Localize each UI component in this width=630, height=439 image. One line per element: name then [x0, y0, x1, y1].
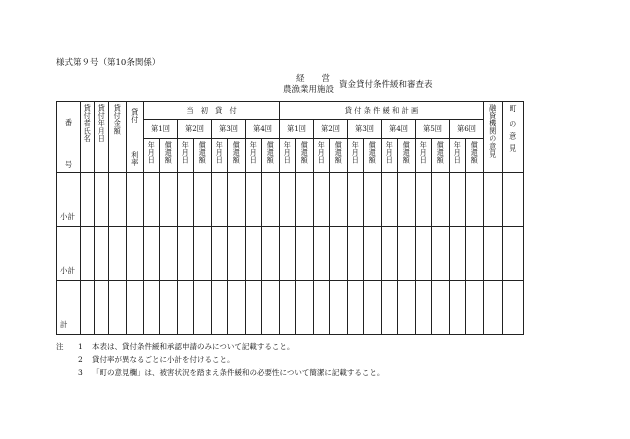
entry-cell	[348, 227, 364, 281]
entry-cell	[109, 173, 127, 227]
entry-cell	[178, 227, 194, 281]
entry-cell	[432, 281, 450, 335]
entry-cell	[262, 281, 280, 335]
entry-cell	[503, 281, 524, 335]
entry-cell	[212, 227, 228, 281]
relief-round-2: 第2回	[314, 120, 348, 139]
repay-subheader: 償還額	[364, 139, 382, 173]
entry-cell	[280, 281, 296, 335]
repay-subheader: 償還額	[262, 139, 280, 173]
entry-cell	[144, 173, 160, 227]
date-subheader: 年月日	[382, 139, 398, 173]
loan-amount-header: 貸付金額	[109, 102, 127, 173]
entry-cell	[127, 281, 144, 335]
subtotal-label-1: 小計	[57, 173, 81, 227]
entry-cell	[95, 173, 109, 227]
entry-cell	[194, 227, 212, 281]
relief-round-3: 第3回	[348, 120, 382, 139]
relief-plan-header: 貸 付 条 件 緩 和 計 画	[280, 102, 484, 120]
entry-cell	[228, 281, 246, 335]
entry-cell	[348, 173, 364, 227]
review-table-wrapper	[56, 101, 524, 335]
form-number: 様式第９号（第10条関係）	[56, 58, 161, 68]
initial-round-3: 第3回	[212, 120, 246, 139]
entry-cell	[280, 227, 296, 281]
initial-round-2: 第2回	[178, 120, 212, 139]
entry-cell	[144, 227, 160, 281]
entry-cell	[81, 173, 95, 227]
repay-subheader: 償還額	[432, 139, 450, 173]
date-subheader: 年月日	[178, 139, 194, 173]
entry-cell	[330, 227, 348, 281]
subtotal-row-1	[57, 173, 524, 227]
entry-cell	[432, 173, 450, 227]
entry-cell	[262, 227, 280, 281]
entry-cell	[416, 173, 432, 227]
bank-opinion-header: 融資機関の意見	[484, 102, 503, 173]
entry-cell	[450, 227, 466, 281]
date-subheader: 年月日	[416, 139, 432, 173]
notes	[56, 340, 384, 379]
relief-round-5: 第5回	[416, 120, 450, 139]
date-subheader: 年月日	[348, 139, 364, 173]
initial-round-4: 第4回	[246, 120, 280, 139]
total-row	[57, 281, 524, 335]
entry-cell	[382, 227, 398, 281]
entry-cell	[81, 227, 95, 281]
entry-cell	[262, 173, 280, 227]
title-main: 資金貸付条件緩和審査表	[339, 80, 433, 90]
subtotal-label-2: 小計	[57, 227, 81, 281]
repay-subheader: 償還額	[296, 139, 314, 173]
entry-cell	[95, 227, 109, 281]
entry-cell	[348, 281, 364, 335]
entry-cell	[398, 227, 416, 281]
entry-cell	[160, 281, 178, 335]
entry-cell	[364, 281, 382, 335]
relief-round-4: 第4回	[382, 120, 416, 139]
entry-cell	[178, 281, 194, 335]
entry-cell	[314, 281, 330, 335]
number-header	[57, 102, 81, 173]
date-subheader: 年月日	[144, 139, 160, 173]
entry-cell	[280, 173, 296, 227]
repay-subheader: 償還額	[160, 139, 178, 173]
subtotal-row-2	[57, 227, 524, 281]
entry-cell	[466, 227, 484, 281]
repay-subheader: 償還額	[194, 139, 212, 173]
entry-cell	[160, 227, 178, 281]
entry-cell	[109, 281, 127, 335]
entry-cell	[314, 227, 330, 281]
title-line1: 経 営	[295, 74, 330, 84]
entry-cell	[144, 281, 160, 335]
entry-cell	[296, 173, 314, 227]
entry-cell	[432, 227, 450, 281]
notes-label: 注	[56, 342, 64, 351]
entry-cell	[212, 281, 228, 335]
repay-subheader: 償還額	[398, 139, 416, 173]
header-row-1	[57, 102, 524, 120]
entry-cell	[178, 173, 194, 227]
date-subheader: 年月日	[212, 139, 228, 173]
initial-round-1: 第1回	[144, 120, 178, 139]
loan-rate-header-top: 貸付	[130, 108, 140, 124]
entry-cell	[364, 227, 382, 281]
town-opinion-header-top: 町	[509, 104, 517, 113]
entry-cell	[81, 281, 95, 335]
entry-cell	[450, 173, 466, 227]
entry-cell	[109, 227, 127, 281]
entry-cell	[314, 173, 330, 227]
entry-cell	[296, 281, 314, 335]
entry-cell	[160, 173, 178, 227]
entry-cell	[466, 173, 484, 227]
entry-cell	[228, 227, 246, 281]
entry-cell	[364, 173, 382, 227]
note-1: 注 1 本表は、貸付条件緩和承認申請のみについて記載すること。	[56, 342, 295, 351]
loan-rate-header-bottom: 利率	[130, 150, 140, 166]
entry-cell	[228, 173, 246, 227]
entry-cell	[194, 281, 212, 335]
entry-cell	[484, 227, 503, 281]
date-subheader: 年月日	[450, 139, 466, 173]
title-line2: 農漁業用施設	[283, 85, 335, 95]
note-3: 3 「町の意見欄」は、被害状況を踏まえ条件緩和の必要性について簡潔に記載すること。	[78, 368, 385, 377]
entry-cell	[484, 281, 503, 335]
entry-cell	[382, 173, 398, 227]
entry-cell	[466, 281, 484, 335]
entry-cell	[382, 281, 398, 335]
entry-cell	[503, 227, 524, 281]
date-subheader: 年月日	[314, 139, 330, 173]
entry-cell	[246, 227, 262, 281]
town-opinion-header	[503, 102, 524, 173]
entry-cell	[398, 173, 416, 227]
entry-cell	[416, 227, 432, 281]
entry-cell	[212, 173, 228, 227]
relief-round-1: 第1回	[280, 120, 314, 139]
entry-cell	[194, 173, 212, 227]
loan-date-header: 貸付年月日	[95, 102, 109, 173]
entry-cell	[246, 173, 262, 227]
entry-cell	[450, 281, 466, 335]
number-header-bottom: 号	[64, 160, 73, 169]
repay-subheader: 償還額	[330, 139, 348, 173]
repay-subheader: 償還額	[466, 139, 484, 173]
town-opinion-header-bottom: の意見	[508, 120, 518, 157]
number-header-top: 番	[64, 118, 73, 127]
date-subheader: 年月日	[246, 139, 262, 173]
entry-cell	[503, 173, 524, 227]
loan-rate-header	[127, 102, 144, 173]
entry-cell	[330, 281, 348, 335]
total-label: 計	[57, 281, 81, 335]
repay-subheader: 償還額	[228, 139, 246, 173]
entry-cell	[296, 227, 314, 281]
entry-cell	[330, 173, 348, 227]
entry-cell	[398, 281, 416, 335]
initial-loan-header: 当 初 貸 付	[144, 102, 280, 120]
entry-cell	[127, 173, 144, 227]
date-subheader: 年月日	[280, 139, 296, 173]
relief-round-6: 第6回	[450, 120, 484, 139]
borrower-name-header: 貸付者氏名	[81, 102, 95, 173]
entry-cell	[127, 227, 144, 281]
note-2: 2 貸付率が異なるごとに小計を付けること。	[78, 355, 235, 364]
review-table	[56, 101, 524, 335]
entry-cell	[416, 281, 432, 335]
entry-cell	[246, 281, 262, 335]
entry-cell	[95, 281, 109, 335]
entry-cell	[484, 173, 503, 227]
